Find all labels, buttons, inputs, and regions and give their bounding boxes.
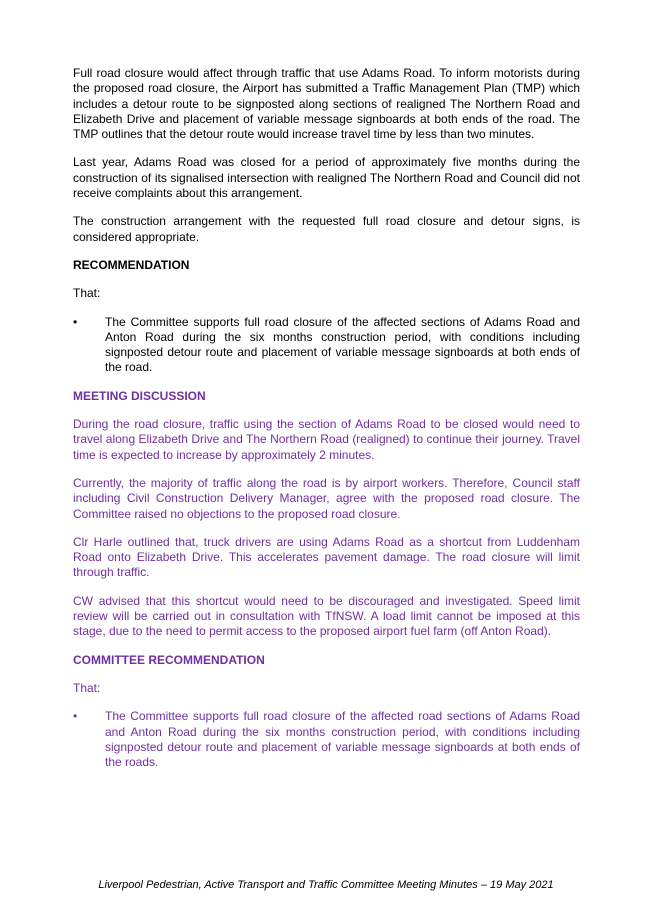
body-paragraph: Last year, Adams Road was closed for a period of approximately five months during the construction of its signalised intersection with realigned The Northern Road and Council did not receive complaints about this arrangement. bbox=[73, 155, 580, 201]
recommendation-intro: That: bbox=[73, 286, 101, 301]
committee-recommendation-list-item bbox=[73, 709, 580, 770]
recommendation-heading: RECOMMENDATION bbox=[73, 257, 190, 272]
meeting-discussion-heading: MEETING DISCUSSION bbox=[73, 388, 206, 403]
discussion-paragraph: During the road closure, traffic using the section of Adams Road to be closed would need to travel along Elizabeth Drive and The Northern Road (realigned) to continue their journey. Travel time is expected to increase by approximately 2 minutes. bbox=[73, 417, 580, 462]
document-page bbox=[73, 66, 580, 770]
discussion-paragraph: Currently, the majority of traffic along the road is by airport workers. Therefore, Council staff including Civil Construction Delivery Manager, agree with the proposed road closure. The Committee raised no objections to the proposed road closure. bbox=[73, 475, 580, 521]
bullet-icon: • bbox=[73, 314, 78, 329]
recommendation-list-item bbox=[73, 315, 580, 376]
committee-recommendation-intro: That: bbox=[73, 680, 101, 695]
committee-recommendation-bullet-text: The Committee supports full road closure of the affected road sections of Adams Road and Anton Road during the six months construction period, with conditions including signposted detour route and placement of variable message signboards at both ends of the roads. bbox=[105, 709, 580, 770]
body-paragraph: Full road closure would affect through traffic that use Adams Road. To inform motorists during the proposed road closure, the Airport has submitted a Traffic Management Plan (TMP) which includes a detour route to be signposted along sections of realigned The Northern Road and Elizabeth Drive and placement of variable message signboards at both ends of the road. The TMP outlines that the detour route would increase travel time by less than two minutes. bbox=[73, 66, 580, 142]
page-footer: Liverpool Pedestrian, Active Transport and Traffic Committee Meeting Minutes – 19 May 2021 bbox=[98, 879, 554, 891]
recommendation-bullet-text: The Committee supports full road closure of the affected sections of Adams Road and Anton Road during the six months construction period, with conditions including signposted detour route and placement of variable message signboards at both ends of the road. bbox=[105, 314, 580, 375]
body-paragraph: The construction arrangement with the requested full road closure and detour signs, is considered appropriate. bbox=[73, 214, 580, 244]
bullet-icon: • bbox=[73, 709, 78, 724]
discussion-paragraph: Clr Harle outlined that, truck drivers are using Adams Road as a shortcut from Luddenham Road onto Elizabeth Drive. This accelerates pavement damage. The road closure will limit through traffic. bbox=[73, 534, 580, 580]
discussion-paragraph: CW advised that this shortcut would need to be discouraged and investigated. Speed limit review will be carried out in consultation with TfNSW. A load limit cannot be imposed at this stage, due to the need to permit access to the proposed airport fuel farm (off Anton Road). bbox=[73, 593, 580, 639]
committee-recommendation-heading: COMMITTEE RECOMMENDATION bbox=[73, 652, 265, 667]
